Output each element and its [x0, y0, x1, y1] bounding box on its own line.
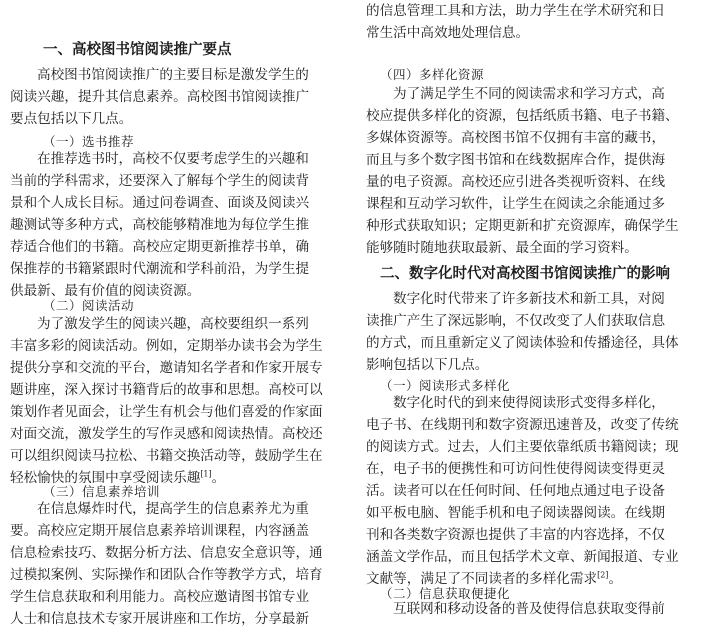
text-line: 策划作者见面会，让学生有机会与他们喜爱的作家面 [10, 404, 323, 420]
text-line: 在，电子书的便携性和可访问性使得阅读变得更灵 [366, 461, 666, 477]
section-heading-1: 一、高校图书馆阅读推广要点 [43, 42, 232, 58]
intro-paragraph [10, 64, 326, 130]
text-line: 为了满足学生不同的阅读需求和学习方式，高 [393, 86, 665, 102]
text-line: 涵盖文学作品，而且包括学术文章、新闻报道、专业 [366, 549, 679, 565]
subheading-select-books: （一）选书推荐 [43, 134, 135, 149]
text-line: 互联网和移动设备的普及使得信息获取变得前 [393, 601, 665, 617]
text-line: 荐适合他们的书籍。高校应定期更新推荐书单，确 [10, 239, 310, 255]
subheading-diverse-resources: （四）多样化资源 [380, 67, 485, 82]
text-line: 保推荐的书籍紧跟时代潮流和学科前沿，为学生提 [10, 261, 310, 277]
text-line: 校应提供多样化的资源，包括纸质书籍、电子书籍、 [366, 108, 679, 124]
text-line: 电子书、在线期刊和数字资源迅速普及，改变了传统 [366, 417, 679, 433]
paragraph-diverse-resources [366, 83, 679, 259]
intro-paragraph-2 [366, 288, 679, 376]
citation-ref-1: [1] [200, 469, 212, 479]
text-line: 读推广产生了深远影响，不仅改变了人们获取信息 [366, 313, 666, 329]
text-line: 而且与多个数字图书馆和在线数据库合作，提供海 [366, 152, 666, 168]
text-line: 高校图书馆阅读推广的主要目标是激发学生的 [37, 67, 309, 83]
subheading-reading-activities: （二）阅读活动 [43, 298, 135, 313]
text-line: 在信息爆炸时代，提高学生的信息素养尤为重 [37, 501, 309, 517]
paragraph-reading-activities [10, 313, 326, 489]
subheading-info-literacy: （三）信息素养培训 [43, 484, 161, 499]
citation-ref-2: [2] [597, 570, 609, 580]
text-line: 数字化时代带来了许多新技术和新工具，对阅 [393, 291, 665, 307]
section-heading-2: 二、数字化时代对高校图书馆阅读推广的影响 [380, 266, 670, 282]
text-line: 课程和互动学习软件，让学生在阅读之余能通过多 [366, 196, 666, 212]
text-line: 题讲座，深入探讨书籍背后的故事和思想。高校可以 [10, 382, 323, 398]
text-line: 能够随时随地获取最新、最全面的学习资料。 [366, 240, 638, 256]
subheading-reading-forms: （一）阅读形式多样化 [380, 378, 511, 393]
text-line: 为了激发学生的阅读兴趣，高校要组织一系列 [37, 316, 309, 332]
text-line: 阅读兴趣，提升其信息素养。高校图书馆阅读推广 [10, 89, 310, 105]
paragraph-continued [366, 0, 666, 44]
text-line: 学生信息获取和利用能力。高校应邀请图书馆专业 [10, 589, 310, 605]
text-line: 当前的学科需求，还要深入了解每个学生的阅读背 [10, 173, 310, 189]
paragraph-info-access [366, 598, 665, 620]
text-line: 供最新、最有价值的阅读资源。 [10, 283, 201, 299]
text-line: 对面交流，激发学生的写作灵感和阅读热情。高校还 [10, 426, 323, 442]
text-line-body: 文献等，满足了不同读者的多样化需求 [366, 571, 598, 587]
text-line: 刊和各类数字资源也提供了丰富的内容选择，不仅 [366, 527, 666, 543]
text-line: 量的电子资源。高校还应引进各类视听资料、在线 [366, 174, 666, 190]
text-line: 人士和信息技术专家开展讲座和工作坊，分享最新 [10, 611, 310, 627]
text-line: 的方式，而且重新定义了阅读体验和传播途径，具体 [366, 335, 679, 351]
text-line: 景和个人成长目标。通过问卷调查、面谈及阅读兴 [10, 195, 310, 211]
text-line: 种形式获取知识；定期更新和扩充资源库，确保学生 [366, 218, 679, 234]
subheading-info-access: （二）信息获取便捷化 [380, 586, 511, 601]
text-line: 可以组织阅读马拉松、书籍交换活动等，鼓励学生在 [10, 448, 323, 464]
text-line: 常生活中高效地处理信息。 [366, 25, 530, 41]
text-line: 要点包括以下几点。 [10, 111, 133, 127]
text-line-body: 轻松愉快的氛围中享受阅读乐趣 [10, 470, 201, 486]
text-line: 趣测试等多种方式，高校能够精准地为每位学生推 [10, 217, 310, 233]
text-line: 活。读者可以在任何时间、任何地点通过电子设备 [366, 483, 666, 499]
text-line: 信息检索技巧、数据分析方法、信息安全意识等，通 [10, 545, 323, 561]
text-line: 如平板电脑、智能手机和电子阅读器阅读。在线期 [366, 505, 666, 521]
paragraph-select-books [10, 148, 326, 302]
text-line: 的阅读方式。过去，人们主要依靠纸质书籍阅读；现 [366, 439, 679, 455]
text-line: 数字化时代的到来使得阅读形式变得多样化， [393, 395, 665, 411]
text-line: 丰富多彩的阅读活动。例如，定期举办读书会为学生 [10, 338, 323, 354]
text-line: 影响包括以下几点。 [366, 357, 489, 373]
paragraph-info-literacy [10, 498, 326, 630]
text-line-end: 。 [608, 571, 623, 587]
text-line: 在推荐选书时，高校不仅要考虑学生的兴趣和 [37, 151, 309, 167]
text-line-end: 。 [211, 470, 226, 486]
paragraph-reading-forms [366, 392, 679, 590]
text-line: 多媒体资源等。高校图书馆不仅拥有丰富的藏书， [366, 130, 666, 146]
text-line: 提供分享和交流的平台，邀请知名学者和作家开展专 [10, 360, 323, 376]
text-line: 过模拟案例、实际操作和团队合作等教学方式，培育 [10, 567, 323, 583]
text-line: 要。高校应定期开展信息素养培训课程，内容涵盖 [10, 523, 310, 539]
text-line: 的信息管理工具和方法，助力学生在学术研究和日 [366, 3, 666, 19]
